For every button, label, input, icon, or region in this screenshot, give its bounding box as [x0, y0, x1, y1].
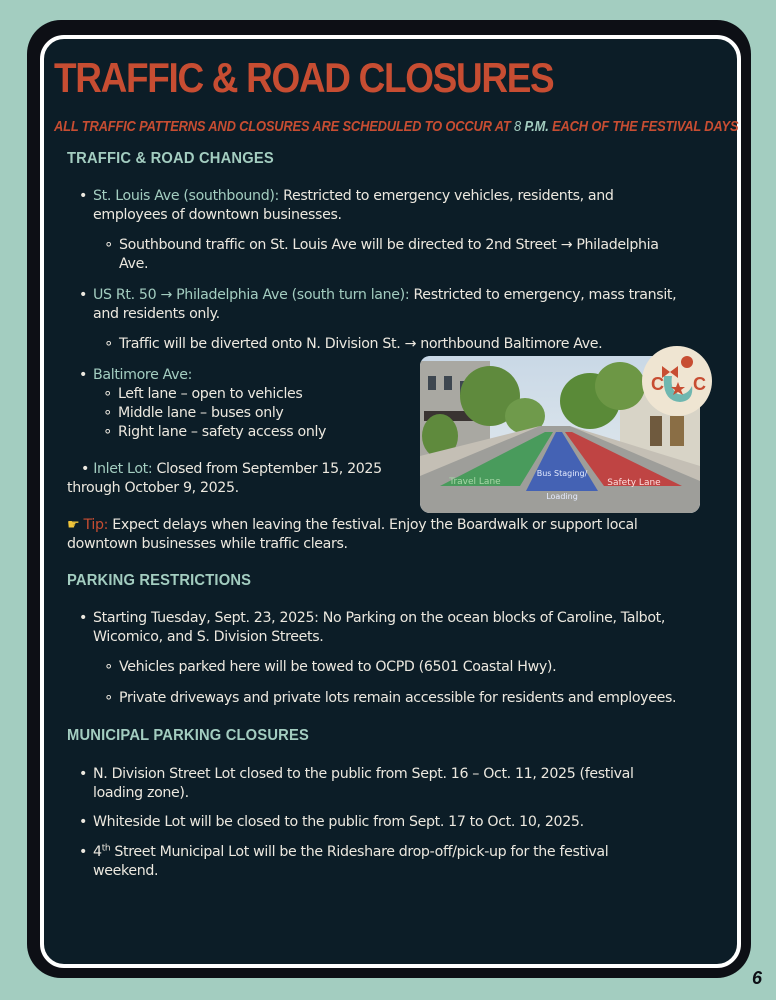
- item-text: Wicomico, and S. Division Streets.: [93, 629, 324, 645]
- svg-text:Bus Staging/: Bus Staging/: [536, 469, 588, 478]
- tip-note: [67, 516, 707, 554]
- item-label: St. Louis Ave (southbound):: [93, 188, 279, 204]
- svg-text:Loading: Loading: [546, 492, 578, 501]
- list-item-whiteside-lot: • Whiteside Lot will be closed to the public from Sept. 17 to Oct. 10, 2025.: [93, 813, 713, 832]
- item-text: N. Division Street Lot closed to the public from Sept. 16 – Oct. 11, 2025 (festival: [93, 766, 634, 782]
- list-item-n-division-lot: [93, 765, 713, 803]
- tip-text: Expect delays when leaving the festival. Enjoy the Boardwalk or support local: [108, 517, 638, 533]
- festival-logo-badge: [642, 346, 712, 416]
- item-text: Restricted to emergency, mass transit,: [409, 287, 677, 303]
- item-text: Closed from September 15, 2025: [152, 461, 382, 477]
- tip-text: downtown businesses while traffic clears.: [67, 536, 348, 552]
- list-item-inlet-lot: [67, 460, 407, 498]
- list-item-baltimore-ave: [93, 366, 192, 385]
- sub-item-right-lane: ∘ Right lane – safety access only: [118, 423, 326, 442]
- sub-item-text: Southbound traffic on St. Louis Ave will be directed to 2nd Street → Philadelphia: [119, 237, 659, 253]
- page-number: 6: [752, 968, 763, 988]
- heading-parking-restrictions: PARKING RESTRICTIONS: [67, 572, 252, 589]
- heading-traffic-road-changes: TRAFFIC & ROAD CHANGES: [67, 150, 274, 167]
- item-label: Baltimore Ave:: [93, 367, 193, 383]
- item-label: Inlet Lot:: [93, 461, 153, 477]
- item-label: US Rt. 50 → Philadelphia Ave (south turn lane):: [93, 287, 410, 303]
- mermaid-logo-icon: [642, 346, 712, 416]
- svg-text:C: C: [651, 374, 664, 394]
- item-text: through October 9, 2025.: [67, 480, 239, 496]
- svg-text:Safety Lane: Safety Lane: [607, 478, 661, 488]
- sub-item-us-rt-50: [119, 335, 719, 354]
- tip-label: Tip:: [83, 517, 109, 533]
- sub-item-towed: ∘ Vehicles parked here will be towed to OCPD (6501 Coastal Hwy).: [119, 658, 719, 677]
- page-title: TRAFFIC & ROAD CLOSURES: [54, 54, 554, 101]
- item-text: Starting Tuesday, Sept. 23, 2025: No Parking on the ocean blocks of Caroline, Talbot,: [93, 610, 666, 626]
- subtitle-part2: EACH OF THE FESTIVAL DAYS: [548, 118, 739, 135]
- item-text: and residents only.: [93, 306, 220, 322]
- list-item-no-parking: [93, 609, 713, 647]
- lane-label-travel: Travel Lane: [449, 477, 501, 487]
- ordinal-suffix: th: [101, 843, 111, 854]
- item-text: Restricted to emergency vehicles, residents, and: [278, 188, 614, 204]
- heading-municipal-parking-closures: MUNICIPAL PARKING CLOSURES: [67, 727, 309, 744]
- list-item-us-rt-50: [93, 286, 713, 324]
- page-subtitle: [54, 118, 738, 135]
- subtitle-time: P.M.: [521, 118, 549, 135]
- sub-item-st-louis: [119, 236, 719, 274]
- sub-item-text: Ave.: [119, 256, 149, 272]
- sub-item-left-lane: ∘ Left lane – open to vehicles: [118, 385, 302, 404]
- item-text: loading zone).: [93, 785, 189, 801]
- item-text: Street Municipal Lot will be the Rideshare drop-off/pick-up for the festival: [110, 844, 609, 860]
- item-text: weekend.: [93, 863, 159, 879]
- sub-item-private-lots: ∘ Private driveways and private lots remain accessible for residents and employees.: [119, 689, 729, 708]
- subtitle-part1: ALL TRAFFIC PATTERNS AND CLOSURES ARE SCHEDULED TO OCCUR AT: [54, 118, 515, 135]
- item-text: 4: [93, 844, 102, 860]
- subtitle-time-number: 8: [514, 118, 522, 135]
- list-item-st-louis: [93, 187, 703, 225]
- svg-text:C: C: [693, 374, 706, 394]
- pointing-hand-icon: ☛: [67, 517, 80, 533]
- sub-item-text: Traffic will be diverted onto N. Division St. → northbound Baltimore Ave.: [119, 336, 603, 352]
- list-item-4th-street-lot: [93, 843, 713, 881]
- item-text: employees of downtown businesses.: [93, 207, 342, 223]
- sub-item-middle-lane: ∘ Middle lane – buses only: [118, 404, 283, 423]
- bullet: •: [81, 461, 90, 477]
